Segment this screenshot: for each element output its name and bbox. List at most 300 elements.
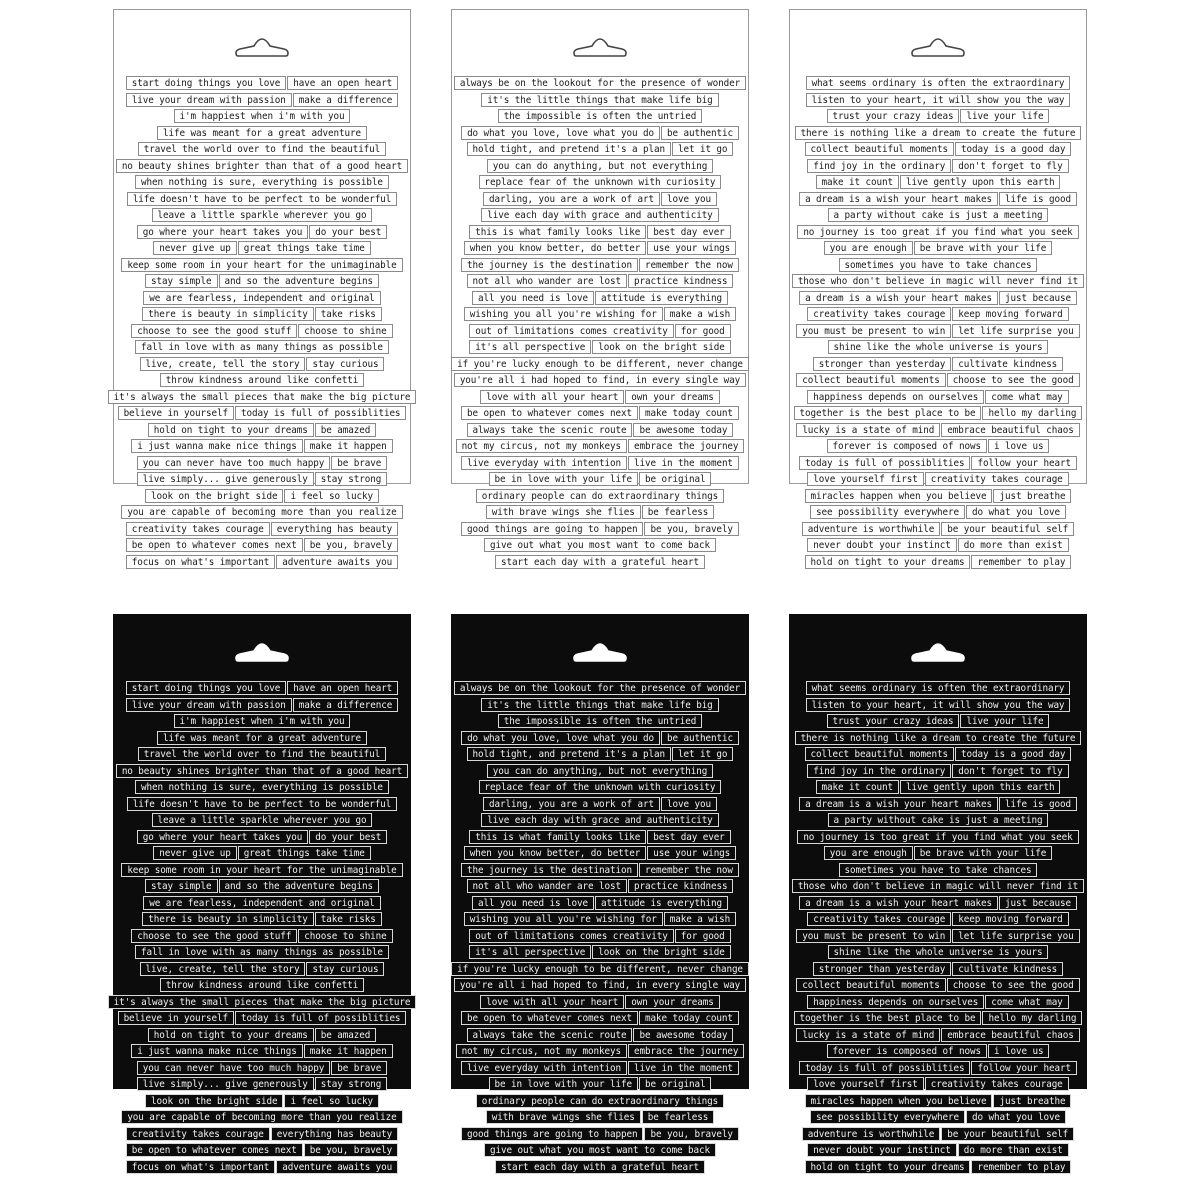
sticker-row xyxy=(799,1061,1077,1078)
sticker-row xyxy=(126,538,398,555)
word-sticker: look on the bright side xyxy=(592,945,730,959)
word-sticker: be awesome today xyxy=(633,423,733,437)
word-sticker: have an open heart xyxy=(287,76,398,90)
sticker-row xyxy=(816,780,1061,797)
word-sticker: stay strong xyxy=(315,1077,387,1091)
word-sticker: collect beautiful moments xyxy=(805,747,954,761)
word-sticker: sometimes you have to take chances xyxy=(839,258,1038,272)
word-sticker: everything has beauty xyxy=(271,1127,398,1141)
word-sticker: happiness depends on ourselves xyxy=(807,390,984,404)
word-sticker: choose to see the good xyxy=(947,978,1080,992)
word-sticker: today is full of possiblities xyxy=(799,1061,970,1075)
word-sticker: make it happen xyxy=(304,439,393,453)
word-sticker: adventure is worthwhile xyxy=(802,1127,940,1141)
word-sticker: darling, you are a work of art xyxy=(483,797,660,811)
sticker-row xyxy=(481,698,718,715)
sticker-row xyxy=(805,142,1072,159)
word-sticker: you are capable of becoming more than you realize xyxy=(121,505,402,519)
word-sticker: life was meant for a great adventure xyxy=(157,126,367,140)
sticker-row xyxy=(461,258,739,275)
sticker-rows xyxy=(790,681,1086,1176)
word-sticker: no journey is too great if you find what you seek xyxy=(797,225,1078,239)
word-sticker: life was meant for a great adventure xyxy=(157,731,367,745)
word-sticker: give out what you most want to come back xyxy=(484,538,716,552)
sticker-row xyxy=(456,1044,745,1061)
sticker-row xyxy=(464,241,736,258)
word-sticker: choose to shine xyxy=(298,324,392,338)
word-sticker: adventure is worthwhile xyxy=(802,522,940,536)
word-sticker: attitude is everything xyxy=(595,896,728,910)
word-sticker: if you're lucky enough to be different, never change xyxy=(451,357,749,371)
word-sticker: be you, bravely xyxy=(304,538,398,552)
word-sticker: this is what family looks like xyxy=(469,225,646,239)
sticker-row xyxy=(461,406,739,423)
sticker-row xyxy=(486,505,714,522)
word-sticker: be you, bravely xyxy=(644,522,738,536)
word-sticker: cultivate kindness xyxy=(952,962,1063,976)
sticker-row xyxy=(174,109,351,126)
word-sticker: it's the little things that make life big xyxy=(481,698,718,712)
word-sticker: live each day with grace and authenticity xyxy=(481,813,718,827)
word-sticker: shine like the whole universe is yours xyxy=(828,945,1049,959)
word-sticker: fall in love with as many things as possible xyxy=(135,340,389,354)
sticker-row xyxy=(131,1044,392,1061)
word-sticker: be in love with your life xyxy=(489,1077,638,1091)
sticker-row xyxy=(143,291,380,308)
sticker-row xyxy=(799,192,1077,209)
word-sticker: remember the now xyxy=(639,863,739,877)
word-sticker: start each day with a grateful heart xyxy=(495,555,705,569)
word-sticker: out of limitations comes creativity xyxy=(469,929,673,943)
sticker-row xyxy=(137,1077,387,1094)
sticker-row xyxy=(489,1077,712,1094)
word-sticker: do more than exist xyxy=(958,538,1069,552)
word-sticker: make it happen xyxy=(304,1044,393,1058)
word-sticker: live your life xyxy=(960,714,1049,728)
word-sticker: make today count xyxy=(639,406,739,420)
word-sticker: i'm happiest when i'm with you xyxy=(174,109,351,123)
hang-hole-icon xyxy=(908,641,968,663)
sticker-row xyxy=(160,373,364,390)
word-sticker: today is full of possiblities xyxy=(799,456,970,470)
word-sticker: be amazed xyxy=(315,423,376,437)
word-sticker: be your beautiful self xyxy=(941,522,1074,536)
sticker-row xyxy=(792,274,1084,291)
word-sticker: this is what family looks like xyxy=(469,830,646,844)
word-sticker: there is nothing like a dream to create the future xyxy=(795,126,1082,140)
sticker-row xyxy=(142,912,381,929)
word-sticker: leave a little sparkle wherever you go xyxy=(152,208,373,222)
sticker-row xyxy=(813,962,1063,979)
word-sticker: stay simple xyxy=(145,274,217,288)
sticker-row xyxy=(461,1011,739,1028)
sticker-row xyxy=(483,192,717,209)
sticker-row xyxy=(487,764,713,781)
word-sticker: come what may xyxy=(985,995,1068,1009)
word-sticker: find joy in the ordinary xyxy=(807,764,951,778)
word-sticker: love you xyxy=(661,797,717,811)
word-sticker: wishing you all you're wishing for xyxy=(464,912,663,926)
word-sticker: there is beauty in simplicity xyxy=(142,912,313,926)
sticker-row xyxy=(108,390,417,407)
sticker-row xyxy=(126,76,398,93)
sticker-rows xyxy=(452,681,748,1176)
hang-hole-icon xyxy=(232,36,292,58)
word-sticker: always take the scenic route xyxy=(467,423,633,437)
word-sticker: do your best xyxy=(309,225,387,239)
sticker-row xyxy=(469,225,730,242)
sticker-row xyxy=(794,1011,1083,1028)
word-sticker: it's all perspective xyxy=(469,340,591,354)
sticker-row xyxy=(121,258,402,275)
word-sticker: life doesn't have to be perfect to be wonderful xyxy=(127,797,397,811)
sticker-row xyxy=(807,995,1068,1012)
sticker-row xyxy=(828,945,1049,962)
word-sticker: today is a good day xyxy=(955,747,1071,761)
sticker-row xyxy=(126,555,398,572)
word-sticker: best day ever xyxy=(647,225,730,239)
sticker-row xyxy=(131,929,392,946)
sticker-row xyxy=(467,142,734,159)
word-sticker: go where your heart takes you xyxy=(137,830,308,844)
word-sticker: out of limitations comes creativity xyxy=(469,324,673,338)
word-sticker: look on the bright side xyxy=(145,1094,283,1108)
sticker-row xyxy=(799,797,1077,814)
word-sticker: collect beautiful moments xyxy=(796,978,945,992)
sticker-row xyxy=(152,813,373,830)
word-sticker: hello my darling xyxy=(982,1011,1082,1025)
sticker-row xyxy=(467,747,734,764)
sticker-row xyxy=(137,830,387,847)
word-sticker: be original xyxy=(639,1077,711,1091)
sticker-row xyxy=(469,830,730,847)
word-sticker: live your dream with passion xyxy=(126,698,292,712)
sticker-row xyxy=(495,1160,705,1177)
word-sticker: good things are going to happen xyxy=(461,522,643,536)
word-sticker: be brave with your life xyxy=(914,241,1052,255)
word-sticker: look on the bright side xyxy=(145,489,283,503)
sticker-row xyxy=(126,522,398,539)
word-sticker: remember the now xyxy=(639,258,739,272)
word-sticker: if you're lucky enough to be different, never change xyxy=(451,962,749,976)
word-sticker: lucky is a state of mind xyxy=(796,423,940,437)
sticker-rows xyxy=(114,76,410,571)
word-sticker: be open to whatever comes next xyxy=(461,1011,638,1025)
word-sticker: you can never have too much happy xyxy=(137,456,330,470)
sticker-row xyxy=(454,681,746,698)
sticker-sheet xyxy=(113,614,411,1173)
word-sticker: for good xyxy=(675,324,731,338)
word-sticker: live your dream with passion xyxy=(126,93,292,107)
word-sticker: focus on what's important xyxy=(126,555,275,569)
sticker-row xyxy=(157,731,367,748)
sticker-row xyxy=(145,489,379,506)
sticker-row xyxy=(145,274,379,291)
word-sticker: stay strong xyxy=(315,472,387,486)
word-sticker: life is good xyxy=(999,192,1077,206)
word-sticker: all you need is love xyxy=(472,291,594,305)
word-sticker: life is good xyxy=(999,797,1077,811)
word-sticker: leave a little sparkle wherever you go xyxy=(152,813,373,827)
sticker-row xyxy=(118,406,407,423)
sticker-row xyxy=(796,978,1079,995)
word-sticker: live, create, tell the story xyxy=(140,357,306,371)
word-sticker: listen to your heart, it will show you the way xyxy=(806,698,1071,712)
sticker-row xyxy=(827,439,1050,456)
sticker-row xyxy=(824,846,1052,863)
word-sticker: just because xyxy=(999,896,1077,910)
hang-hole-icon xyxy=(908,36,968,58)
word-sticker: travel the world over to find the beautiful xyxy=(138,142,386,156)
sticker-row xyxy=(472,896,728,913)
word-sticker: stronger than yesterday xyxy=(813,357,951,371)
word-sticker: you are enough xyxy=(824,241,913,255)
word-sticker: we are fearless, independent and original xyxy=(143,896,380,910)
sticker-row xyxy=(495,555,705,572)
sticker-row xyxy=(127,797,397,814)
word-sticker: ordinary people can do extraordinary things xyxy=(476,489,724,503)
word-sticker: today is full of possiblities xyxy=(235,1011,406,1025)
sticker-row xyxy=(454,373,746,390)
sticker-row xyxy=(116,764,408,781)
sticker-row xyxy=(461,126,739,143)
word-sticker: i love us xyxy=(988,1044,1049,1058)
word-sticker: never doubt your instinct xyxy=(807,538,956,552)
sticker-row xyxy=(108,995,417,1012)
sticker-row xyxy=(827,1044,1050,1061)
sticker-row xyxy=(828,813,1049,830)
sticker-row xyxy=(489,472,712,489)
word-sticker: listen to your heart, it will show you the way xyxy=(806,93,1071,107)
word-sticker: there is nothing like a dream to create the future xyxy=(795,731,1082,745)
word-sticker: follow your heart xyxy=(971,1061,1076,1075)
word-sticker: you must be present to win xyxy=(796,929,951,943)
word-sticker: we are fearless, independent and original xyxy=(143,291,380,305)
word-sticker: a dream is a wish your heart makes xyxy=(799,797,998,811)
word-sticker: own your dreams xyxy=(625,390,719,404)
word-sticker: make a difference xyxy=(293,698,398,712)
word-sticker: embrace the journey xyxy=(628,1044,744,1058)
word-sticker: make a difference xyxy=(293,93,398,107)
word-sticker: have an open heart xyxy=(287,681,398,695)
word-sticker: focus on what's important xyxy=(126,1160,275,1174)
sticker-row xyxy=(143,896,380,913)
sticker-row xyxy=(138,747,386,764)
word-sticker: do what you love xyxy=(966,505,1066,519)
word-sticker: practice kindness xyxy=(628,879,733,893)
sticker-row xyxy=(484,1143,716,1160)
word-sticker: a dream is a wish your heart makes xyxy=(799,291,998,305)
sticker-row xyxy=(827,714,1050,731)
word-sticker: believe in yourself xyxy=(118,1011,234,1025)
word-sticker: remember to play xyxy=(971,555,1071,569)
word-sticker: stronger than yesterday xyxy=(813,962,951,976)
word-sticker: live gently upon this earth xyxy=(900,175,1060,189)
sticker-row xyxy=(480,390,719,407)
word-sticker: you're all i had hoped to find, in every single way xyxy=(454,373,746,387)
word-sticker: believe in yourself xyxy=(118,406,234,420)
sticker-row xyxy=(484,538,716,555)
sticker-row xyxy=(126,1127,398,1144)
word-sticker: make it count xyxy=(816,175,899,189)
sticker-row xyxy=(810,505,1066,522)
sticker-row xyxy=(461,1127,739,1144)
sticker-row xyxy=(140,962,385,979)
sticker-row xyxy=(461,456,739,473)
word-sticker: shine like the whole universe is yours xyxy=(828,340,1049,354)
word-sticker: start doing things you love xyxy=(126,681,286,695)
word-sticker: throw kindness around like confetti xyxy=(160,978,364,992)
word-sticker: hold on tight to your dreams xyxy=(805,1160,971,1174)
word-sticker: when nothing is sure, everything is possible xyxy=(135,780,389,794)
word-sticker: lucky is a state of mind xyxy=(796,1028,940,1042)
word-sticker: don't forget to fly xyxy=(952,764,1068,778)
sticker-row xyxy=(806,76,1071,93)
sticker-row xyxy=(479,175,722,192)
sticker-row xyxy=(456,439,745,456)
word-sticker: come what may xyxy=(985,390,1068,404)
word-sticker: remember to play xyxy=(971,1160,1071,1174)
word-sticker: together is the best place to be xyxy=(794,1011,982,1025)
sticker-row xyxy=(174,714,351,731)
word-sticker: for good xyxy=(675,929,731,943)
hang-hole-icon xyxy=(570,641,630,663)
sticker-row xyxy=(827,109,1050,126)
word-sticker: always be on the lookout for the presence of wonder xyxy=(454,681,746,695)
sticker-row xyxy=(476,1094,724,1111)
word-sticker: i love us xyxy=(988,439,1049,453)
sticker-row xyxy=(138,142,386,159)
word-sticker: live in the moment xyxy=(628,1061,739,1075)
sticker-row xyxy=(461,522,739,539)
word-sticker: no journey is too great if you find what you seek xyxy=(797,830,1078,844)
word-sticker: always take the scenic route xyxy=(467,1028,633,1042)
sticker-row xyxy=(469,324,730,341)
word-sticker: throw kindness around like confetti xyxy=(160,373,364,387)
sticker-row xyxy=(792,879,1084,896)
word-sticker: stay simple xyxy=(145,879,217,893)
word-sticker: be brave xyxy=(331,456,387,470)
sticker-row xyxy=(131,324,392,341)
sticker-row xyxy=(839,258,1038,275)
word-sticker: all you need is love xyxy=(472,896,594,910)
word-sticker: just because xyxy=(999,291,1077,305)
sticker-row xyxy=(469,945,730,962)
sticker-row xyxy=(480,995,719,1012)
word-sticker: miracles happen when you believe xyxy=(805,489,993,503)
word-sticker: with brave wings she flies xyxy=(486,505,641,519)
sticker-row xyxy=(454,978,746,995)
word-sticker: and so the adventure begins xyxy=(219,274,379,288)
word-sticker: i feel so lucky xyxy=(284,1094,378,1108)
word-sticker: replace fear of the unknown with curiosity xyxy=(479,175,722,189)
sticker-row xyxy=(135,945,389,962)
word-sticker: a dream is a wish your heart makes xyxy=(799,896,998,910)
sticker-row xyxy=(467,879,734,896)
sticker-row xyxy=(121,863,402,880)
word-sticker: be open to whatever comes next xyxy=(126,1143,303,1157)
word-sticker: hello my darling xyxy=(982,406,1082,420)
word-sticker: embrace beautiful chaos xyxy=(941,423,1079,437)
word-sticker: cultivate kindness xyxy=(952,357,1063,371)
word-sticker: be open to whatever comes next xyxy=(126,538,303,552)
word-sticker: see possibility everywhere xyxy=(810,1110,965,1124)
word-sticker: you must be present to win xyxy=(796,324,951,338)
sticker-row xyxy=(805,747,1072,764)
word-sticker: today is full of possiblities xyxy=(235,406,406,420)
sticker-row xyxy=(795,126,1082,143)
word-sticker: embrace beautiful chaos xyxy=(941,1028,1079,1042)
sticker-sheet xyxy=(451,9,749,568)
word-sticker: creativity takes courage xyxy=(925,1077,1069,1091)
sticker-row xyxy=(142,307,381,324)
sticker-row xyxy=(479,780,722,797)
sticker-row xyxy=(135,175,389,192)
word-sticker: be brave with your life xyxy=(914,846,1052,860)
word-sticker: the journey is the destination xyxy=(461,863,638,877)
word-sticker: be your beautiful self xyxy=(941,1127,1074,1141)
word-sticker: take risks xyxy=(315,307,382,321)
word-sticker: when you know better, do better xyxy=(464,241,646,255)
word-sticker: live simply... give generously xyxy=(137,472,314,486)
word-sticker: be fearless xyxy=(642,505,714,519)
word-sticker: choose to see the good xyxy=(947,373,1080,387)
sticker-row xyxy=(816,175,1061,192)
word-sticker: love yourself first xyxy=(807,472,923,486)
word-sticker: keep moving forward xyxy=(952,912,1068,926)
word-sticker: choose to shine xyxy=(298,929,392,943)
word-sticker: find joy in the ordinary xyxy=(807,159,951,173)
word-sticker: creativity takes courage xyxy=(807,912,951,926)
word-sticker: with brave wings she flies xyxy=(486,1110,641,1124)
word-sticker: not all who wander are lost xyxy=(467,879,627,893)
word-sticker: everything has beauty xyxy=(271,522,398,536)
sticker-row xyxy=(469,340,730,357)
word-sticker: keep some room in your heart for the unimaginable xyxy=(121,863,402,877)
word-sticker: you are enough xyxy=(824,846,913,860)
word-sticker: not all who wander are lost xyxy=(467,274,627,288)
word-sticker: love yourself first xyxy=(807,1077,923,1091)
sticker-row xyxy=(464,307,736,324)
sticker-row xyxy=(126,698,398,715)
word-sticker: be amazed xyxy=(315,1028,376,1042)
word-sticker: love with all your heart xyxy=(480,390,624,404)
word-sticker: i just wanna make nice things xyxy=(131,439,302,453)
sticker-row xyxy=(806,93,1071,110)
word-sticker: a dream is a wish your heart makes xyxy=(799,192,998,206)
word-sticker: adventure awaits you xyxy=(276,1160,398,1174)
word-sticker: make it count xyxy=(816,780,899,794)
sticker-row xyxy=(135,780,389,797)
sticker-row xyxy=(137,225,387,242)
sticker-sheet xyxy=(789,9,1087,568)
sticker-row xyxy=(451,357,749,374)
sticker-row xyxy=(464,912,736,929)
sticker-row xyxy=(127,192,397,209)
word-sticker: live gently upon this earth xyxy=(900,780,1060,794)
sticker-row xyxy=(486,1110,714,1127)
word-sticker: be open to whatever comes next xyxy=(461,406,638,420)
sticker-row xyxy=(810,1110,1066,1127)
sticker-row xyxy=(807,390,1068,407)
word-sticker: be original xyxy=(639,472,711,486)
sticker-row xyxy=(805,1094,1072,1111)
word-sticker: keep some room in your heart for the unimaginable xyxy=(121,258,402,272)
sticker-row xyxy=(807,912,1068,929)
word-sticker: travel the world over to find the beautiful xyxy=(138,747,386,761)
sticker-row xyxy=(797,225,1078,242)
word-sticker: you can do anything, but not everything xyxy=(487,159,713,173)
